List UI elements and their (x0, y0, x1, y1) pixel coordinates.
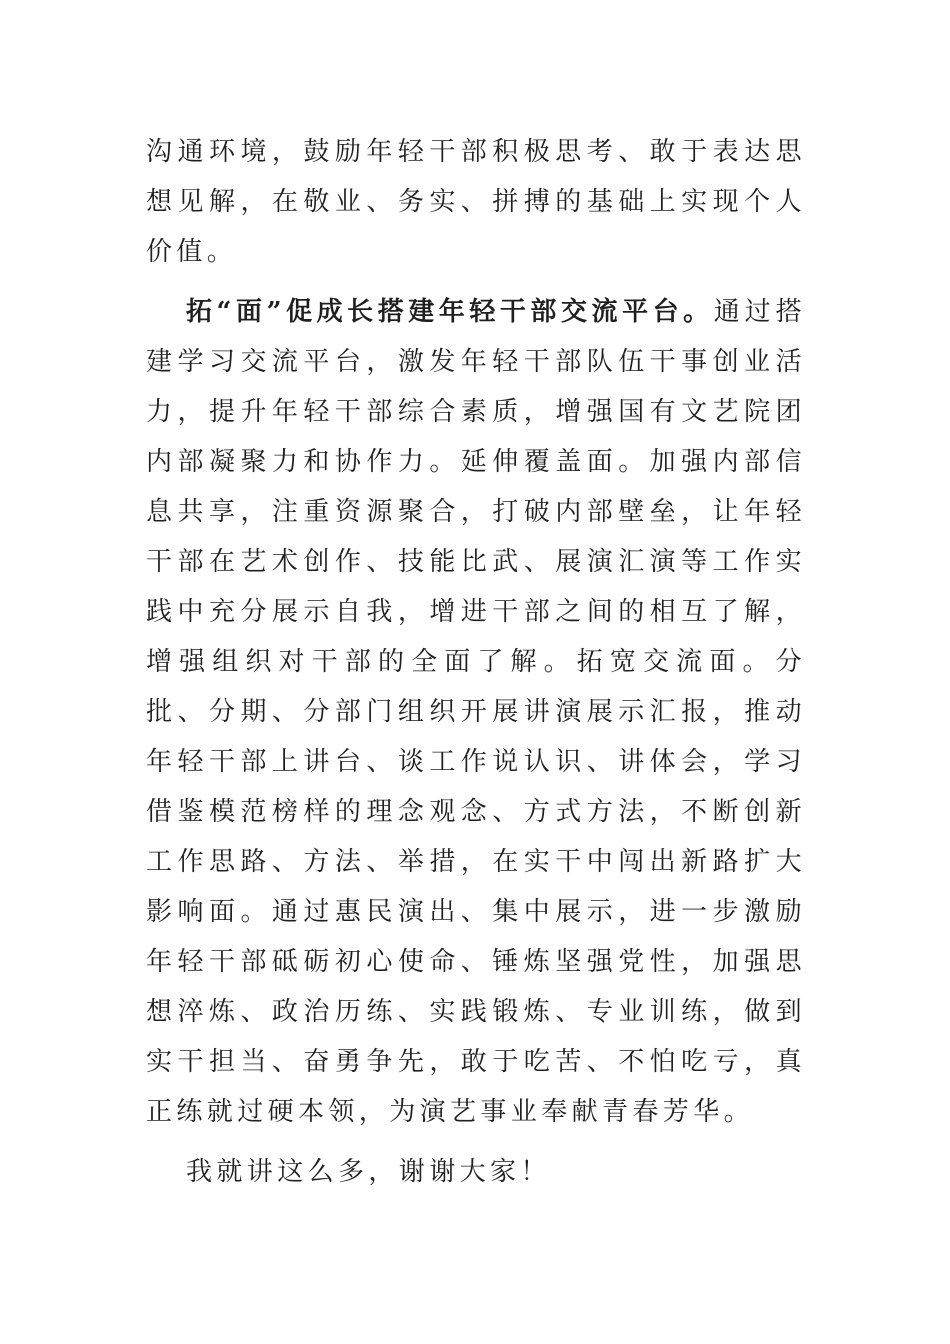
paragraph-2-text: 通过搭建学习交流平台，激发年轻干部队伍干事创业活力，提升年轻干部综合素质，增强国有文艺院团内部凝聚力和协作力。延伸覆盖面。加强内部信息共享，注重资源聚合，打破内部壁垒，让年轻干部在艺术创作、技能比武、展演汇演等工作实践中充分展示自我，增进干部之间的相互了解，增强组织对干部的全面了解。拓宽交流面。分批、分期、分部门组织开展讲演展示汇报，推动年轻干部上讲台、谈工作说认识、讲体会，学习借鉴模范榜样的理念观念、方式方法，不断创新工作思路、方法、举措，在实干中闯出新路扩大影响面。通过惠民演出、集中展示，进一步激励年轻干部砥砺初心使命、锤炼坚强党性，加强思想淬炼、政治历练、实践锻炼、专业训练，做到实干担当、奋勇争先，敢于吃苦、不怕吃亏，真正练就过硬本领，为演艺事业奉献青春芳华。 (146, 297, 806, 1127)
body-text (146, 127, 806, 1197)
paragraph-1-text: 沟通环境，鼓励年轻干部积极思考、敢于表达思想见解，在敬业、务实、拼搏的基础上实现个人价值。 (146, 137, 806, 267)
closing-text: 我就讲这么多，谢谢大家！ (186, 1157, 551, 1187)
closing-paragraph (146, 1147, 806, 1197)
paragraph-1 (146, 127, 806, 277)
paragraph-2-heading: 拓“面”促成长搭建年轻干部交流平台。 (186, 297, 714, 327)
paragraph-2 (146, 287, 806, 1137)
